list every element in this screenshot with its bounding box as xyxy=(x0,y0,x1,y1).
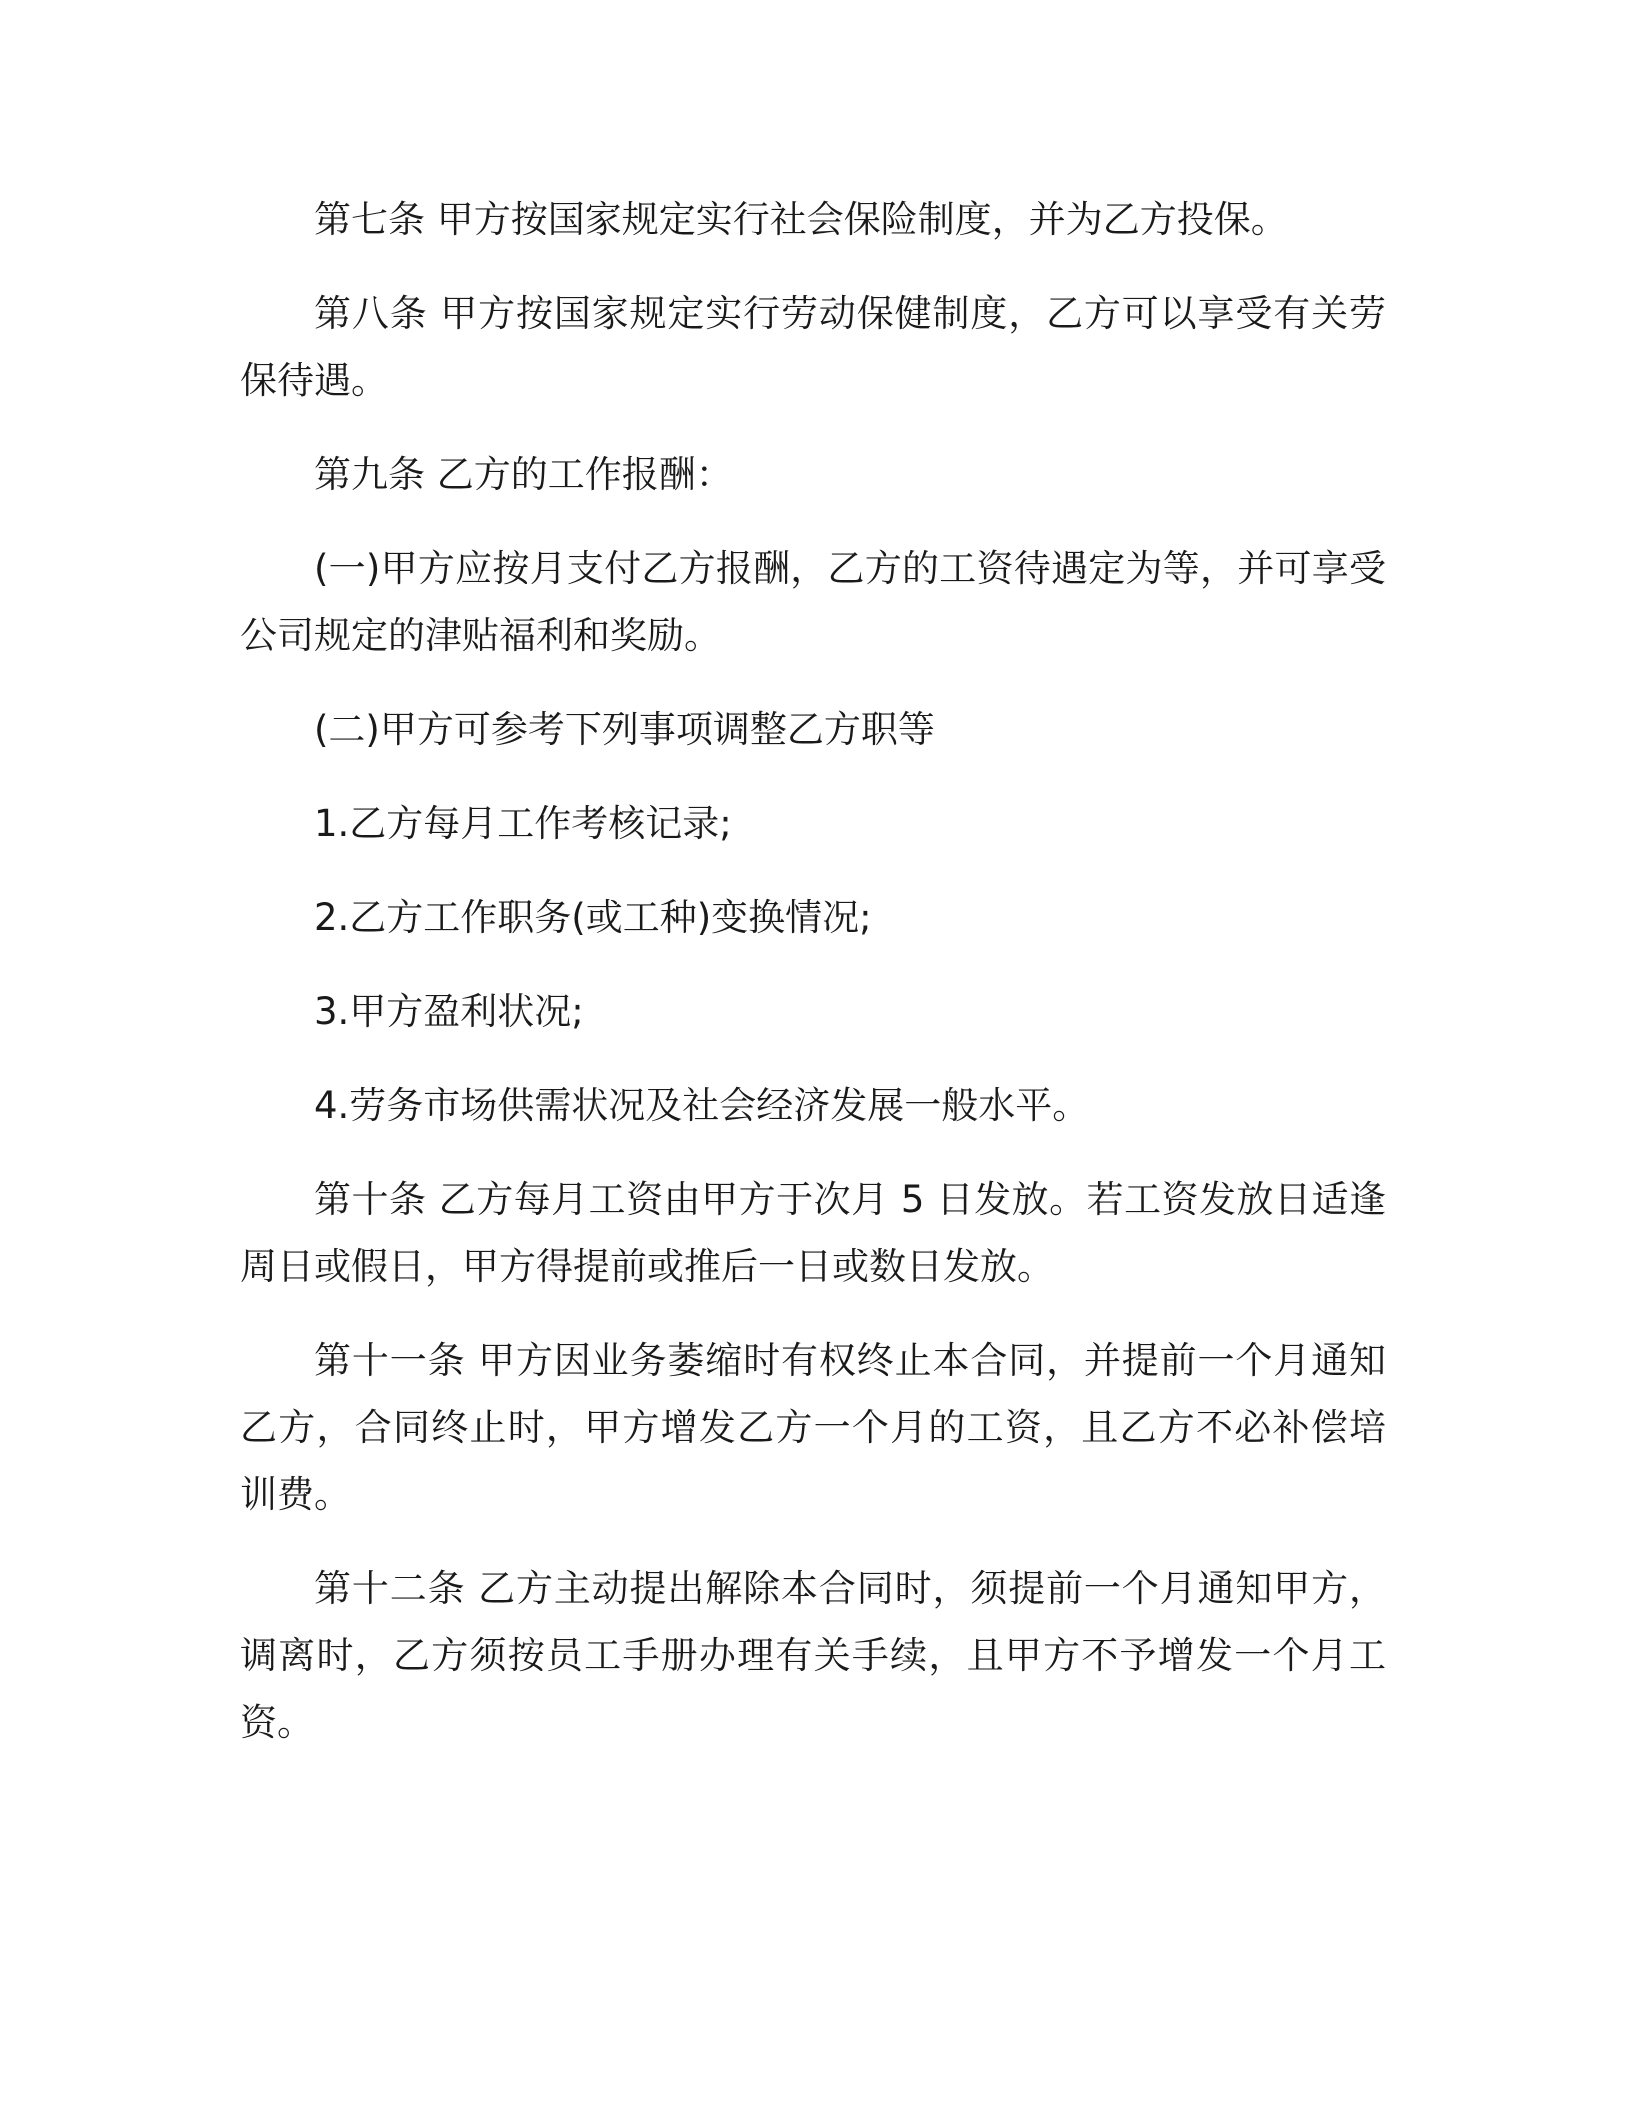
article-9-clause-1: (一)甲方应按月支付乙方报酬，乙方的工资待遇定为等，并可享受公司规定的津贴福利和奖励。 xyxy=(240,547,1386,657)
list-item-1: 1.乙方每月工作考核记录; xyxy=(314,802,732,845)
list-item-4: 4.劳务市场供需状况及社会经济发展一般水平。 xyxy=(314,1084,1090,1127)
article-9-clause-2: (二)甲方可参考下列事项调整乙方职等 xyxy=(314,708,935,751)
article-7-paragraph: 第七条 甲方按国家规定实行社会保险制度，并为乙方投保。 xyxy=(314,198,1288,241)
article-10-paragraph: 第十条 乙方每月工资由甲方于次月 5 日发放。若工资发放日适逢周日或假日，甲方得提前或推后一日或数日发放。 xyxy=(240,1178,1386,1288)
document-body xyxy=(240,186,1386,1783)
article-9-heading: 第九条 乙方的工作报酬： xyxy=(314,453,733,496)
article-12-paragraph: 第十二条 乙方主动提出解除本合同时，须提前一个月通知甲方，调离时，乙方须按员工手册办理有关手续，且甲方不予增发一个月工资。 xyxy=(240,1567,1386,1744)
article-11-paragraph: 第十一条 甲方因业务萎缩时有权终止本合同，并提前一个月通知乙方，合同终止时，甲方增发乙方一个月的工资，且乙方不必补偿培训费。 xyxy=(240,1339,1386,1516)
list-item-3: 3.甲方盈利状况; xyxy=(314,990,584,1033)
article-8-paragraph: 第八条 甲方按国家规定实行劳动保健制度，乙方可以享受有关劳保待遇。 xyxy=(240,292,1386,402)
list-item-2: 2.乙方工作职务(或工种)变换情况; xyxy=(314,896,872,939)
